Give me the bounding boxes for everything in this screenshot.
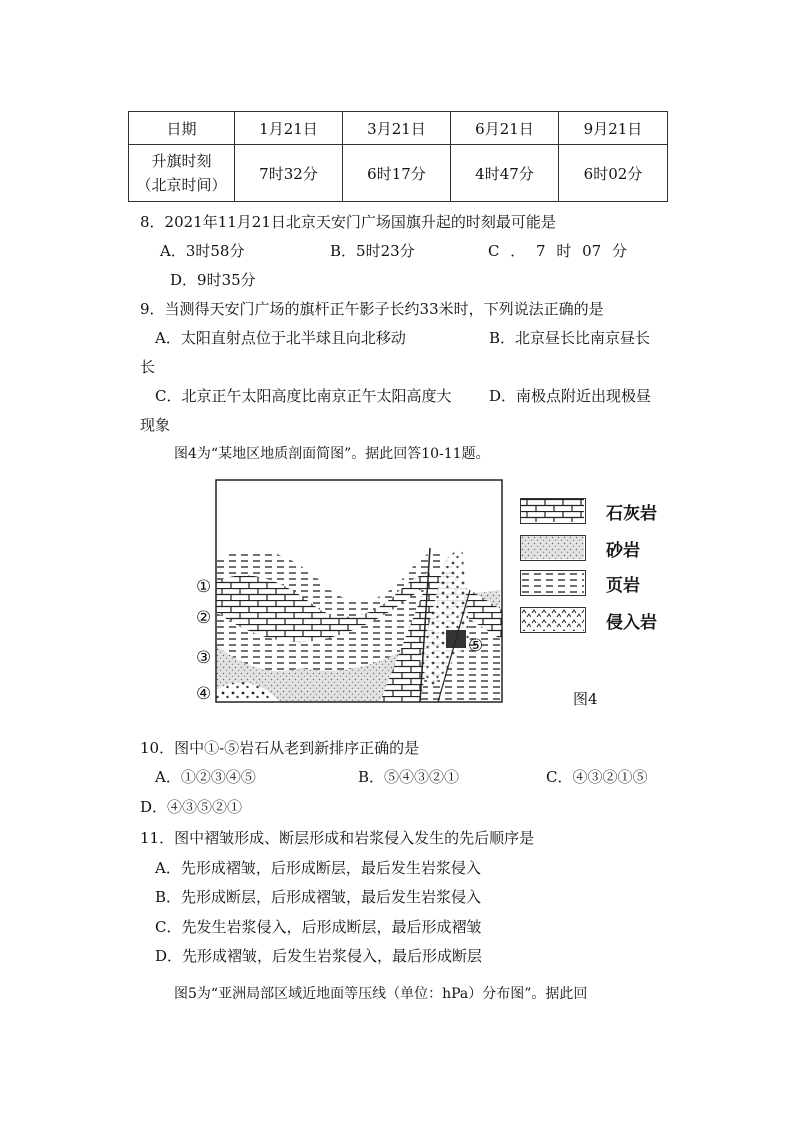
question-9-option-c: C．北京正午太阳高度比南京正午太阳高度大 (155, 387, 452, 405)
legend-label-sandstone: 砂岩 (606, 541, 640, 561)
figure-5-intro: 图5为“亚洲局部区域近地面等压线（单位：hPa）分布图”。据此回 (174, 986, 588, 1002)
question-11-option-d: D．先形成褶皱，后发生岩浆侵入，最后形成断层 (155, 947, 483, 965)
question-9-option-d-cont: 现象 (140, 416, 171, 434)
rock-label-2: ② (196, 608, 212, 628)
legend-swatch-sandstone (520, 535, 586, 561)
question-9-option-d: D．南极点附近出现极昼 (489, 387, 652, 405)
question-11-option-b: B．先形成断层，后形成褶皱，最后发生岩浆侵入 (155, 888, 482, 906)
question-8-stem: 8．2021年11月21日北京天安门广场国旗升起的时刻最可能是 (140, 213, 556, 231)
table-cell: 7时32分 (235, 145, 343, 202)
rock-label-4: ④ (196, 684, 212, 704)
legend-swatch-shale (520, 570, 586, 596)
question-8-option-c: C ． 7 时 07 分 (488, 242, 627, 260)
question-9-stem: 9．当测得天安门广场的旗杆正午影子长约33米时，下列说法正确的是 (140, 300, 604, 318)
table-header-date: 日期 (129, 112, 235, 145)
question-11-stem: 11．图中褶皱形成、断层形成和岩浆侵入发生的先后顺序是 (140, 829, 535, 847)
legend-swatch-limestone (520, 498, 586, 524)
table-cell: 6时17分 (343, 145, 451, 202)
question-8-option-d: D．9时35分 (170, 271, 256, 289)
rock-label-1: ① (196, 577, 212, 597)
figure-4-intro: 图4为“某地区地质剖面简图”。据此回答10-11题。 (174, 446, 490, 462)
table-header: 3月21日 (343, 112, 451, 145)
question-10-option-c: C．④③②①⑤ (546, 768, 648, 786)
question-8-option-b: B．5时23分 (330, 242, 415, 260)
question-9-option-b: B．北京昼长比南京昼长 (489, 329, 651, 347)
question-9-option-a: A．太阳直射点位于北半球且向北移动 (155, 329, 406, 347)
legend-swatch-intrusive (520, 607, 586, 633)
table-header: 9月21日 (559, 112, 668, 145)
table-cell: 4时47分 (451, 145, 559, 202)
rock-label-5: ⑤ (468, 636, 484, 656)
legend-label-limestone: 石灰岩 (606, 504, 657, 524)
table-header: 6月21日 (451, 112, 559, 145)
question-9-option-b-cont: 长 (140, 358, 156, 376)
question-10-stem: 10．图中①-⑤岩石从老到新排序正确的是 (140, 739, 420, 757)
legend-label-intrusive: 侵入岩 (606, 613, 657, 633)
question-11-option-a: A．先形成褶皱，后形成断层，最后发生岩浆侵入 (155, 859, 481, 877)
question-10-option-b: B．⑤④③②① (358, 768, 460, 786)
question-11-option-c: C．先发生岩浆侵入，后形成断层，最后形成褶皱 (155, 918, 482, 936)
question-10-option-d: D．④③⑤②① (140, 798, 243, 816)
legend-label-shale: 页岩 (606, 576, 640, 596)
table-cell: 6时02分 (559, 145, 668, 202)
question-8-option-a: A．3时58分 (160, 242, 245, 260)
rock-label-3: ③ (196, 648, 212, 668)
question-10-option-a: A．①②③④⑤ (155, 768, 256, 786)
figure-4-caption: 图4 (573, 690, 598, 708)
table-header: 1月21日 (235, 112, 343, 145)
table-row-label: 升旗时刻 （北京时间） (129, 145, 235, 202)
